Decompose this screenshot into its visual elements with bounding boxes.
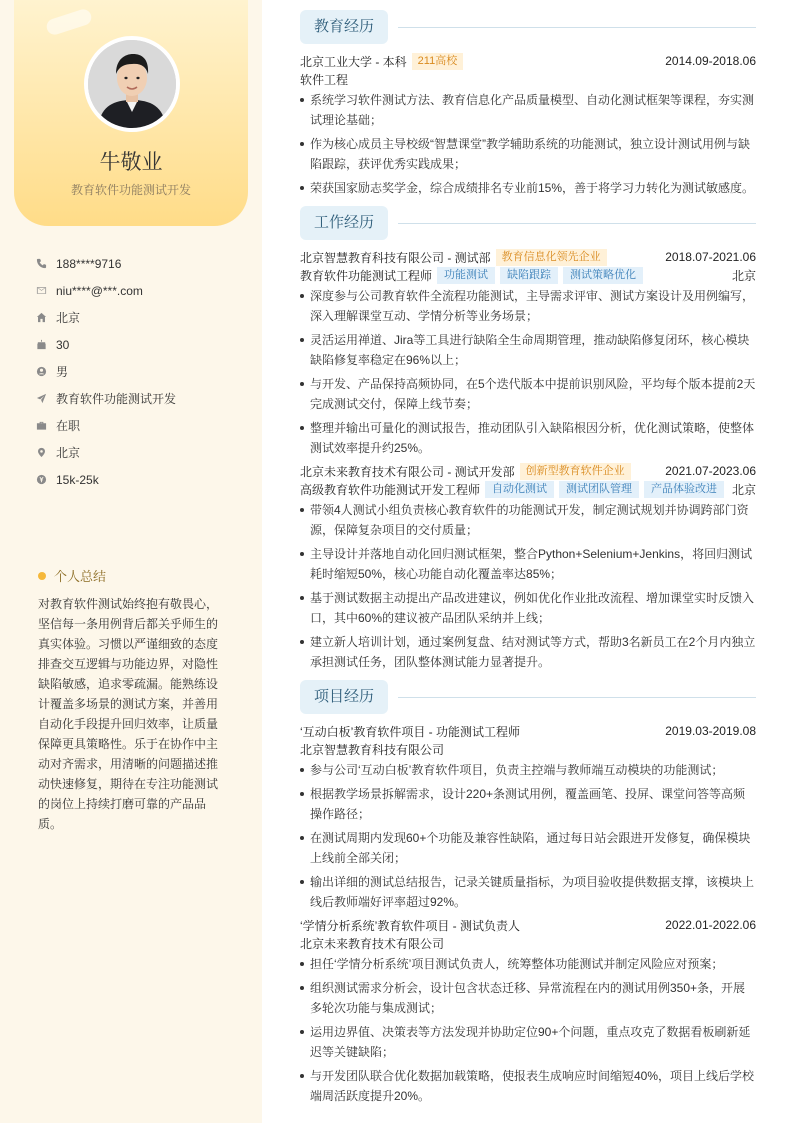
job-role: 高级教育软件功能测试开发工程师 <box>300 482 481 497</box>
mail-icon <box>36 285 47 296</box>
list-item: 灵活运用禅道、Jira等工具进行缺陷全生命周期管理，推动缺陷修复闭环，核心模块缺陷修复率稳定在96%以上； <box>300 330 756 370</box>
project-entry <box>300 722 756 912</box>
decorative-pill <box>45 7 94 36</box>
gender-icon <box>36 366 47 377</box>
project-date: 2022.01-2022.06 <box>665 918 756 932</box>
list-item: 作为核心成员主导校级“智慧课堂”教学辅助系统的功能测试，独立设计测试用例与缺陷跟踪，获评优秀实践成果； <box>300 134 756 174</box>
project-date: 2019.03-2019.08 <box>665 724 756 738</box>
section-divider <box>398 27 756 28</box>
project-bullets <box>300 760 756 912</box>
project-entry <box>300 916 756 1106</box>
list-item: 系统学习软件测试方法、教育信息化产品质量模型、自动化测试框架等课程，夯实测试理论基础； <box>300 90 756 130</box>
main-content <box>300 10 756 1114</box>
home-icon <box>36 312 47 323</box>
list-item: 主导设计并落地自动化回归测试框架，整合Python+Selenium+Jenkins，将回归测试耗时缩短50%，核心功能自动化覆盖率达85%； <box>300 544 756 584</box>
cake-icon <box>36 339 47 350</box>
list-item: 与开发团队联合优化数据加载策略，使报表生成响应时间缩短40%，项目上线后学校端周活跃度提升20%。 <box>300 1066 756 1106</box>
info-gender <box>36 358 176 385</box>
skill-tag: 测试团队管理 <box>559 481 639 498</box>
skill-tag: 自动化测试 <box>485 481 554 498</box>
project-title-row <box>300 722 756 740</box>
work-entry <box>300 248 756 458</box>
list-item: 深度参与公司教育软件全流程功能测试，主导需求评审、测试方案设计及用例编写，深入理解课堂互动、学情分析等业务场景； <box>300 286 756 326</box>
project-company-row <box>300 934 756 952</box>
section-title: 教育经历 <box>300 10 388 44</box>
salary-icon <box>36 474 47 485</box>
list-item: 根据教学场景拆解需求，设计220+条测试用例，覆盖画笔、投屏、课堂问答等高频操作路径； <box>300 784 756 824</box>
location-pin-icon <box>36 447 47 458</box>
education-date: 2014.09-2018.06 <box>665 54 756 68</box>
work-section <box>300 206 756 672</box>
school-name: 北京工业大学 - 本科 <box>300 54 407 69</box>
work-bullets <box>300 286 756 458</box>
list-item: 基于测试数据主动提出产品改进建议，例如优化作业批改流程、增加课堂实时反馈入口，其中60%的建议被产品团队采纳并上线； <box>300 588 756 628</box>
info-location-text: 北京 <box>56 446 81 460</box>
work-role-row <box>300 266 756 284</box>
list-item: 组织测试需求分析会，设计包含状态迁移、异常流程在内的测试用例350+条，开展多轮次功能与集成测试； <box>300 978 756 1018</box>
work-date: 2021.07-2023.06 <box>665 464 756 478</box>
projects-header <box>300 680 756 714</box>
work-date: 2018.07-2021.06 <box>665 250 756 264</box>
work-company-left <box>300 463 631 480</box>
briefcase-icon <box>36 420 47 431</box>
info-phone-text: 188****9716 <box>56 256 122 271</box>
info-phone <box>36 250 176 277</box>
skill-tag: 缺陷跟踪 <box>500 267 558 284</box>
info-email-text: niu****@***.com <box>56 283 143 298</box>
company-name: 北京未来教育技术有限公司 - 测试开发部 <box>300 464 515 479</box>
school-tag: 211高校 <box>412 53 464 70</box>
work-header <box>300 206 756 240</box>
list-item: 建立新人培训计划，通过案例复盘、结对测试等方式，帮助3名新员工在2个月内独立承担测试任务，团队整体测试能力显著提升。 <box>300 632 756 672</box>
info-target <box>36 385 176 412</box>
education-major-row <box>300 70 756 88</box>
summary-text: 对教育软件测试始终抱有敬畏心，坚信每一条用例背后都关乎师生的真实体验。习惯以严谨细致的态度排查交互逻辑与功能边界，对隐性缺陷敏感，追求零疏漏。能熟练设计覆盖多场景的测试方案，并善用自动化手段提升回归效率，让质量保障更具策略性。乐于在协作中主动对齐需求，用清晰的问题描述推动快速修复，期待在专注功能测试的岗位上持续打磨可靠的产品品质。 <box>38 597 219 831</box>
list-item: 在测试周期内发现60+个功能及兼容性缺陷，通过每日站会跟进开发修复，确保模块上线前全部关闭； <box>300 828 756 868</box>
info-status <box>36 412 176 439</box>
info-home-text: 北京 <box>56 311 81 325</box>
education-entry-left <box>300 53 463 70</box>
summary-heading <box>38 566 106 585</box>
project-name: ‘学情分析系统’教育软件项目 - 测试负责人 <box>300 918 520 933</box>
skill-tag: 测试策略优化 <box>563 267 643 284</box>
job-role: 教育软件功能测试工程师 <box>300 268 433 283</box>
work-city: 北京 <box>731 482 756 497</box>
info-email <box>36 277 176 304</box>
profile-name: 牛敬业 <box>99 151 163 174</box>
work-city: 北京 <box>731 268 756 283</box>
work-entry <box>300 462 756 672</box>
section-title: 工作经历 <box>300 206 388 240</box>
work-role-row <box>300 480 756 498</box>
list-item: 与开发、产品保持高频协同，在5个迭代版本中提前识别风险，平均每个版本提前2天完成测试交付，保障上线节奏； <box>300 374 756 414</box>
person-photo-icon <box>88 40 176 128</box>
section-divider <box>398 223 756 224</box>
skill-tag: 产品体验改进 <box>644 481 724 498</box>
education-section <box>300 10 756 198</box>
education-bullets <box>300 90 756 198</box>
info-age <box>36 331 176 358</box>
project-company-row <box>300 740 756 758</box>
profile-title: 教育软件功能测试开发 <box>70 183 191 197</box>
list-item: 带领4人测试小组负责核心教育软件的功能测试开发，制定测试规划并协调跨部门资源，保障复杂项目的交付质量； <box>300 500 756 540</box>
skill-tag: 功能测试 <box>437 267 495 284</box>
company-name: 北京智慧教育科技有限公司 - 测试部 <box>300 250 491 265</box>
summary-dot-icon <box>38 572 46 580</box>
education-entry-row <box>300 52 756 70</box>
info-target-text: 教育软件功能测试开发 <box>56 392 177 406</box>
avatar <box>84 36 180 132</box>
project-company: 北京未来教育技术有限公司 <box>300 936 445 951</box>
projects-section <box>300 680 756 1106</box>
sidebar <box>0 0 262 1123</box>
section-title: 项目经历 <box>300 680 388 714</box>
info-age-text: 30 <box>56 337 70 352</box>
list-item: 整理并输出可量化的测试报告，推动团队引入缺陷根因分析，优化测试策略，使整体测试效率提升约25%。 <box>300 418 756 458</box>
info-status-text: 在职 <box>56 419 81 433</box>
project-company: 北京智慧教育科技有限公司 <box>300 742 445 757</box>
list-item: 参与公司‘互动白板’教育软件项目，负责主控端与教师端互动模块的功能测试； <box>300 760 756 780</box>
info-salary <box>36 466 176 493</box>
work-company-row <box>300 248 756 266</box>
info-gender-text: 男 <box>56 365 69 379</box>
work-role-left <box>300 267 643 284</box>
education-major: 软件工程 <box>300 72 349 87</box>
list-item: 运用边界值、决策表等方法发现并协助定位90+个问题，重点攻克了数据看板刷新延迟等关键缺陷； <box>300 1022 756 1062</box>
education-header <box>300 10 756 44</box>
work-company-left <box>300 249 607 266</box>
contact-info-list <box>36 250 176 493</box>
company-tag: 创新型教育软件企业 <box>520 463 631 480</box>
section-divider <box>398 697 756 698</box>
list-item: 输出详细的测试总结报告，记录关键质量指标，为项目验收提供数据支撑，该模块上线后教师端好评率超过92%。 <box>300 872 756 912</box>
work-company-row <box>300 462 756 480</box>
info-location <box>36 439 176 466</box>
work-role-left <box>300 481 724 498</box>
summary-heading-text: 个人总结 <box>54 569 107 584</box>
company-tag: 教育信息化领先企业 <box>496 249 607 266</box>
avatar-photo <box>88 40 176 128</box>
list-item: 荣获国家励志奖学金，综合成绩排名专业前15%，善于将学习力转化为测试敏感度。 <box>300 178 756 198</box>
list-item: 担任‘学情分析系统’项目测试负责人，统筹整体功能测试并制定风险应对预案； <box>300 954 756 974</box>
project-bullets <box>300 954 756 1106</box>
info-home <box>36 304 176 331</box>
project-title-row <box>300 916 756 934</box>
send-icon <box>36 393 47 404</box>
phone-icon <box>36 258 47 269</box>
info-salary-text: 15k-25k <box>56 472 99 487</box>
work-bullets <box>300 500 756 672</box>
project-name: ‘互动白板’教育软件项目 - 功能测试工程师 <box>300 724 520 739</box>
